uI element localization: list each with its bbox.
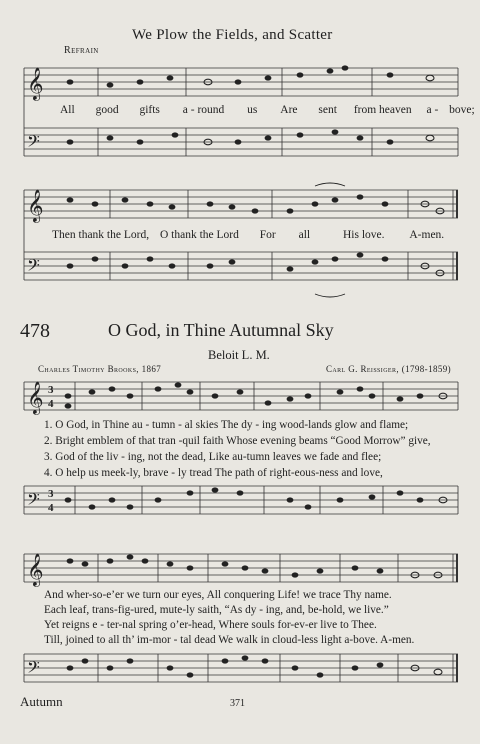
hymn-title: O God, in Thine Autumnal Sky — [108, 320, 334, 340]
lyric-word: from heaven — [353, 104, 412, 116]
svg-text:4: 4 — [48, 398, 54, 410]
lyric-word: sent — [318, 104, 337, 116]
hymn-number: 478 — [20, 320, 50, 342]
svg-text:𝄢: 𝄢 — [27, 489, 40, 513]
svg-text:4: 4 — [48, 502, 54, 514]
section-label: Autumn — [20, 694, 63, 709]
verse-2-line-a: 2. Bright emblem of that tran -quil faith Whose evening beams “Good Morrow” give, — [44, 435, 431, 447]
lyric-word: A-men. — [409, 229, 445, 241]
hymn-treble-staff-2 — [0, 546, 480, 590]
refrain-lyric-1 — [60, 104, 475, 116]
verse-lines-part-b — [44, 589, 414, 649]
svg-text:𝄞: 𝄞 — [27, 189, 44, 222]
refrain-score-system-2 — [0, 182, 480, 302]
svg-text:𝄞: 𝄞 — [27, 553, 44, 586]
hymn-bass-staff-2 — [0, 648, 480, 688]
lyric-word: a - round — [182, 104, 225, 116]
lyric-word: Are — [280, 104, 298, 116]
verse-1-line-b: And wher-so-e’er we turn our eyes, All conquering Life! we trace Thy name. — [44, 589, 392, 601]
hymn-composer: Carl G. Reissiger, (1798-1859) — [326, 364, 452, 374]
lyric-phrase: Then thank the Lord, — [52, 229, 150, 241]
verse-4-line-b: Till, joined to all th’ im-mor - tal dead We walk in cloud-less light a-bove. A-men. — [44, 634, 415, 646]
verse-3-line-a: 3. God of the liv - ing, not the dead, Like au-tumn leaves we fade and flee; — [44, 451, 382, 463]
lyric-word: For — [259, 229, 276, 241]
svg-text:𝄢: 𝄢 — [27, 131, 40, 155]
lyric-phrase: O thank the Lord — [159, 229, 239, 241]
verse-2-line-b: Each leaf, trans-fig-ured, mute-ly saith, “As dy - ing, and, be-hold, we live.” — [44, 604, 389, 616]
hymn-bass-staff-1 — [0, 480, 480, 520]
hymn-author: Charles Timothy Brooks, 1867 — [38, 364, 162, 374]
lyric-word: all — [298, 229, 311, 241]
verse-1-line-a: 1. O God, in Thine au - tumn - al skies The dy - ing wood-lands glow and flame; — [44, 419, 409, 431]
verse-lines-part-a — [44, 419, 431, 483]
svg-text:𝄢: 𝄢 — [27, 255, 40, 279]
tune-name: Beloit L. M. — [208, 348, 270, 362]
svg-text:𝄞: 𝄞 — [27, 381, 44, 414]
lyric-word: All — [60, 104, 75, 116]
refrain-label: Refrain — [64, 45, 99, 56]
page-number: 371 — [230, 698, 245, 709]
previous-hymn-title: We Plow the Fields, and Scatter — [132, 27, 333, 43]
lyric-word: gifts — [139, 104, 160, 116]
lyric-word: bove; — [449, 104, 475, 116]
lyric-word: a - — [426, 104, 439, 116]
svg-text:3: 3 — [48, 384, 54, 396]
lyric-word: us — [247, 104, 258, 116]
svg-text:𝄞: 𝄞 — [27, 67, 44, 100]
verse-3-line-b: Yet reigns e - ter-nal spring o’er-head, Where souls for-ev-er live to Thee. — [44, 619, 377, 631]
verse-4-line-a: 4. O help us meek-ly, brave - ly tread The path of right-eous-ness and love, — [44, 467, 383, 479]
svg-text:3: 3 — [48, 488, 54, 500]
svg-text:𝄢: 𝄢 — [27, 657, 40, 681]
hymn-treble-staff-1 — [0, 374, 480, 418]
refrain-lyric-2 — [52, 229, 444, 241]
lyric-word: good — [95, 104, 119, 116]
lyric-phrase: His love. — [342, 229, 385, 241]
